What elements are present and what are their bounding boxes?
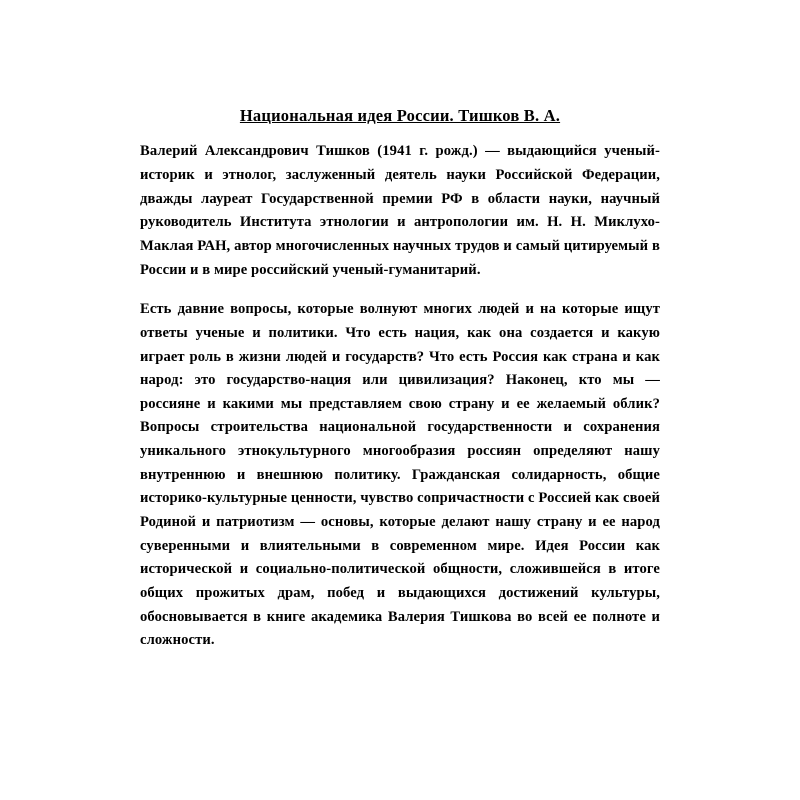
paragraph-book-description: Есть давние вопросы, которые волнуют многих людей и на которые ищут ответы ученые и политики. Что есть нация, как она создается и какую играет роль в жизни людей и государств? Что есть Россия как страна и как народ: это государство-нация или цивилизация? Наконец, кто мы — россияне и какими мы представляем свою страну и ее желаемый облик? Вопросы строительства национальной государственности и сохранения уникального этнокультурного многообразия россиян определяют нашу внутреннюю и внешнюю политику. Гражданская солидарность, общие историко-культурные ценности, чувство сопричастности с Россией как своей Родиной и патриотизм — основы, которые делают нашу страну и ее народ суверенными и влиятельными в современном мире. Идея России как исторической и социально-политической общности, сложившейся в итоге общих прожитых драм, побед и выдающихся достижений культуры, обосновывается в книге академика Валерия Тишкова во всей ее полноте и сложности.	[140, 301, 660, 649]
page-title: Национальная идея России. Тишков В. А.	[239, 106, 561, 125]
paragraph-author-bio: Валерий Александрович Тишков (1941 г. рожд.) — выдающийся ученый-историк и этнолог, заслуженный деятель науки Российской Федерации, дважды лауреат Государственной премии РФ в области науки, научный руководитель Института этнологии и антропологии им. Н. Н. Миклухо-Маклая РАН, автор многочисленных научных трудов и самый цитируемый в России и в мире российский ученый-гуманитарий.	[140, 143, 660, 278]
